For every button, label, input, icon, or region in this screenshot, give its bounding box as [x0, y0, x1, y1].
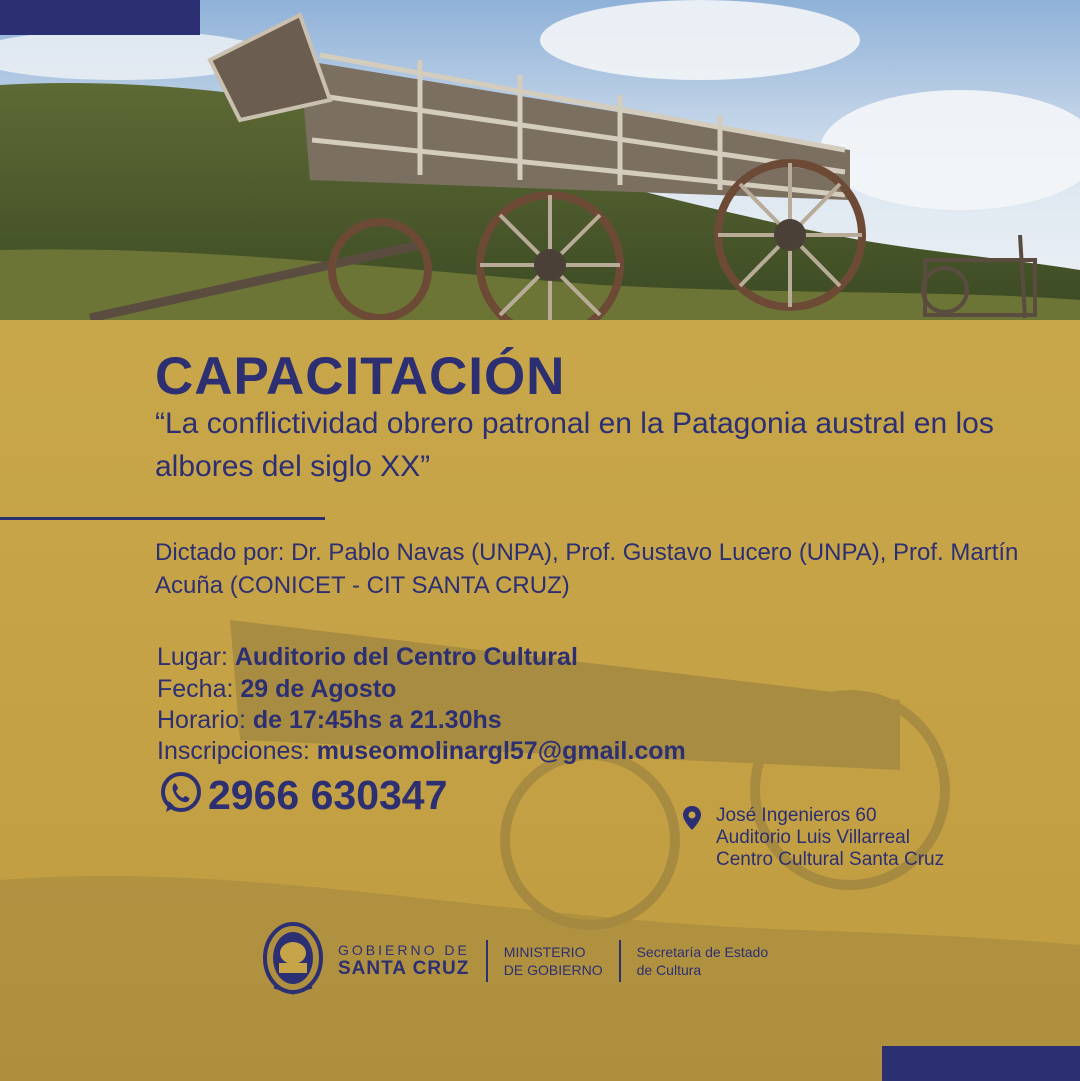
footer-separator [619, 940, 621, 982]
footer-logos [262, 921, 768, 1000]
registration-email[interactable]: museomolinargl57@gmail.com [316, 737, 686, 765]
map-pin-icon [682, 805, 702, 871]
footer-separator [486, 940, 488, 982]
date-row [157, 674, 396, 705]
santa-cruz-crest-icon [262, 921, 324, 1000]
ministerio-line-1: MINISTERIO [503, 943, 586, 960]
wagon-photo [0, 0, 1080, 320]
location-row [157, 642, 578, 673]
corner-accent-top-left [0, 0, 200, 35]
whatsapp-icon [158, 770, 204, 821]
phone-contact[interactable] [158, 770, 447, 821]
ministerio-line-2: DE GOBIERNO [503, 961, 603, 978]
secretaria-line-1: Secretaría de Estado [636, 943, 769, 960]
address-block [682, 805, 944, 871]
registration-row [157, 736, 686, 767]
secretaria-logo-text [637, 943, 769, 979]
date-value: 29 de Agosto [240, 675, 397, 703]
location-value: Auditorio del Centro Cultural [234, 643, 578, 671]
address-line-1: José Ingenieros 60 [716, 805, 877, 826]
event-subtitle: “La conflictividad obrero patronal en la Patagonia austral en los albores del siglo XX” [155, 407, 994, 483]
date-label: Fecha: [157, 675, 241, 703]
divider [0, 517, 325, 520]
secretaria-line-2: de Cultura [636, 961, 702, 978]
speakers-text: Dictado por: Dr. Pablo Navas (UNPA), Prof. Gustavo Lucero (UNPA), Prof. Martín Acuña (CONICET - CIT SANTA CRUZ) [155, 539, 1019, 599]
corner-accent-bottom-right [882, 1046, 1080, 1081]
gobierno-label: GOBIERNO DE [338, 941, 470, 958]
registration-label: Inscripciones: [157, 737, 317, 765]
schedule-label: Horario: [157, 706, 253, 734]
address-line-2: Auditorio Luis Villarreal [716, 827, 910, 848]
santa-cruz-label: SANTA CRUZ [338, 957, 470, 979]
address-line-3: Centro Cultural Santa Cruz [716, 849, 945, 870]
schedule-value: de 17:45hs a 21.30hs [252, 706, 502, 734]
event-title: CAPACITACIÓN [155, 347, 566, 406]
phone-number: 2966 630347 [208, 772, 448, 818]
ministerio-logo-text [504, 943, 603, 979]
location-label: Lugar: [157, 643, 235, 671]
schedule-row [157, 705, 502, 736]
